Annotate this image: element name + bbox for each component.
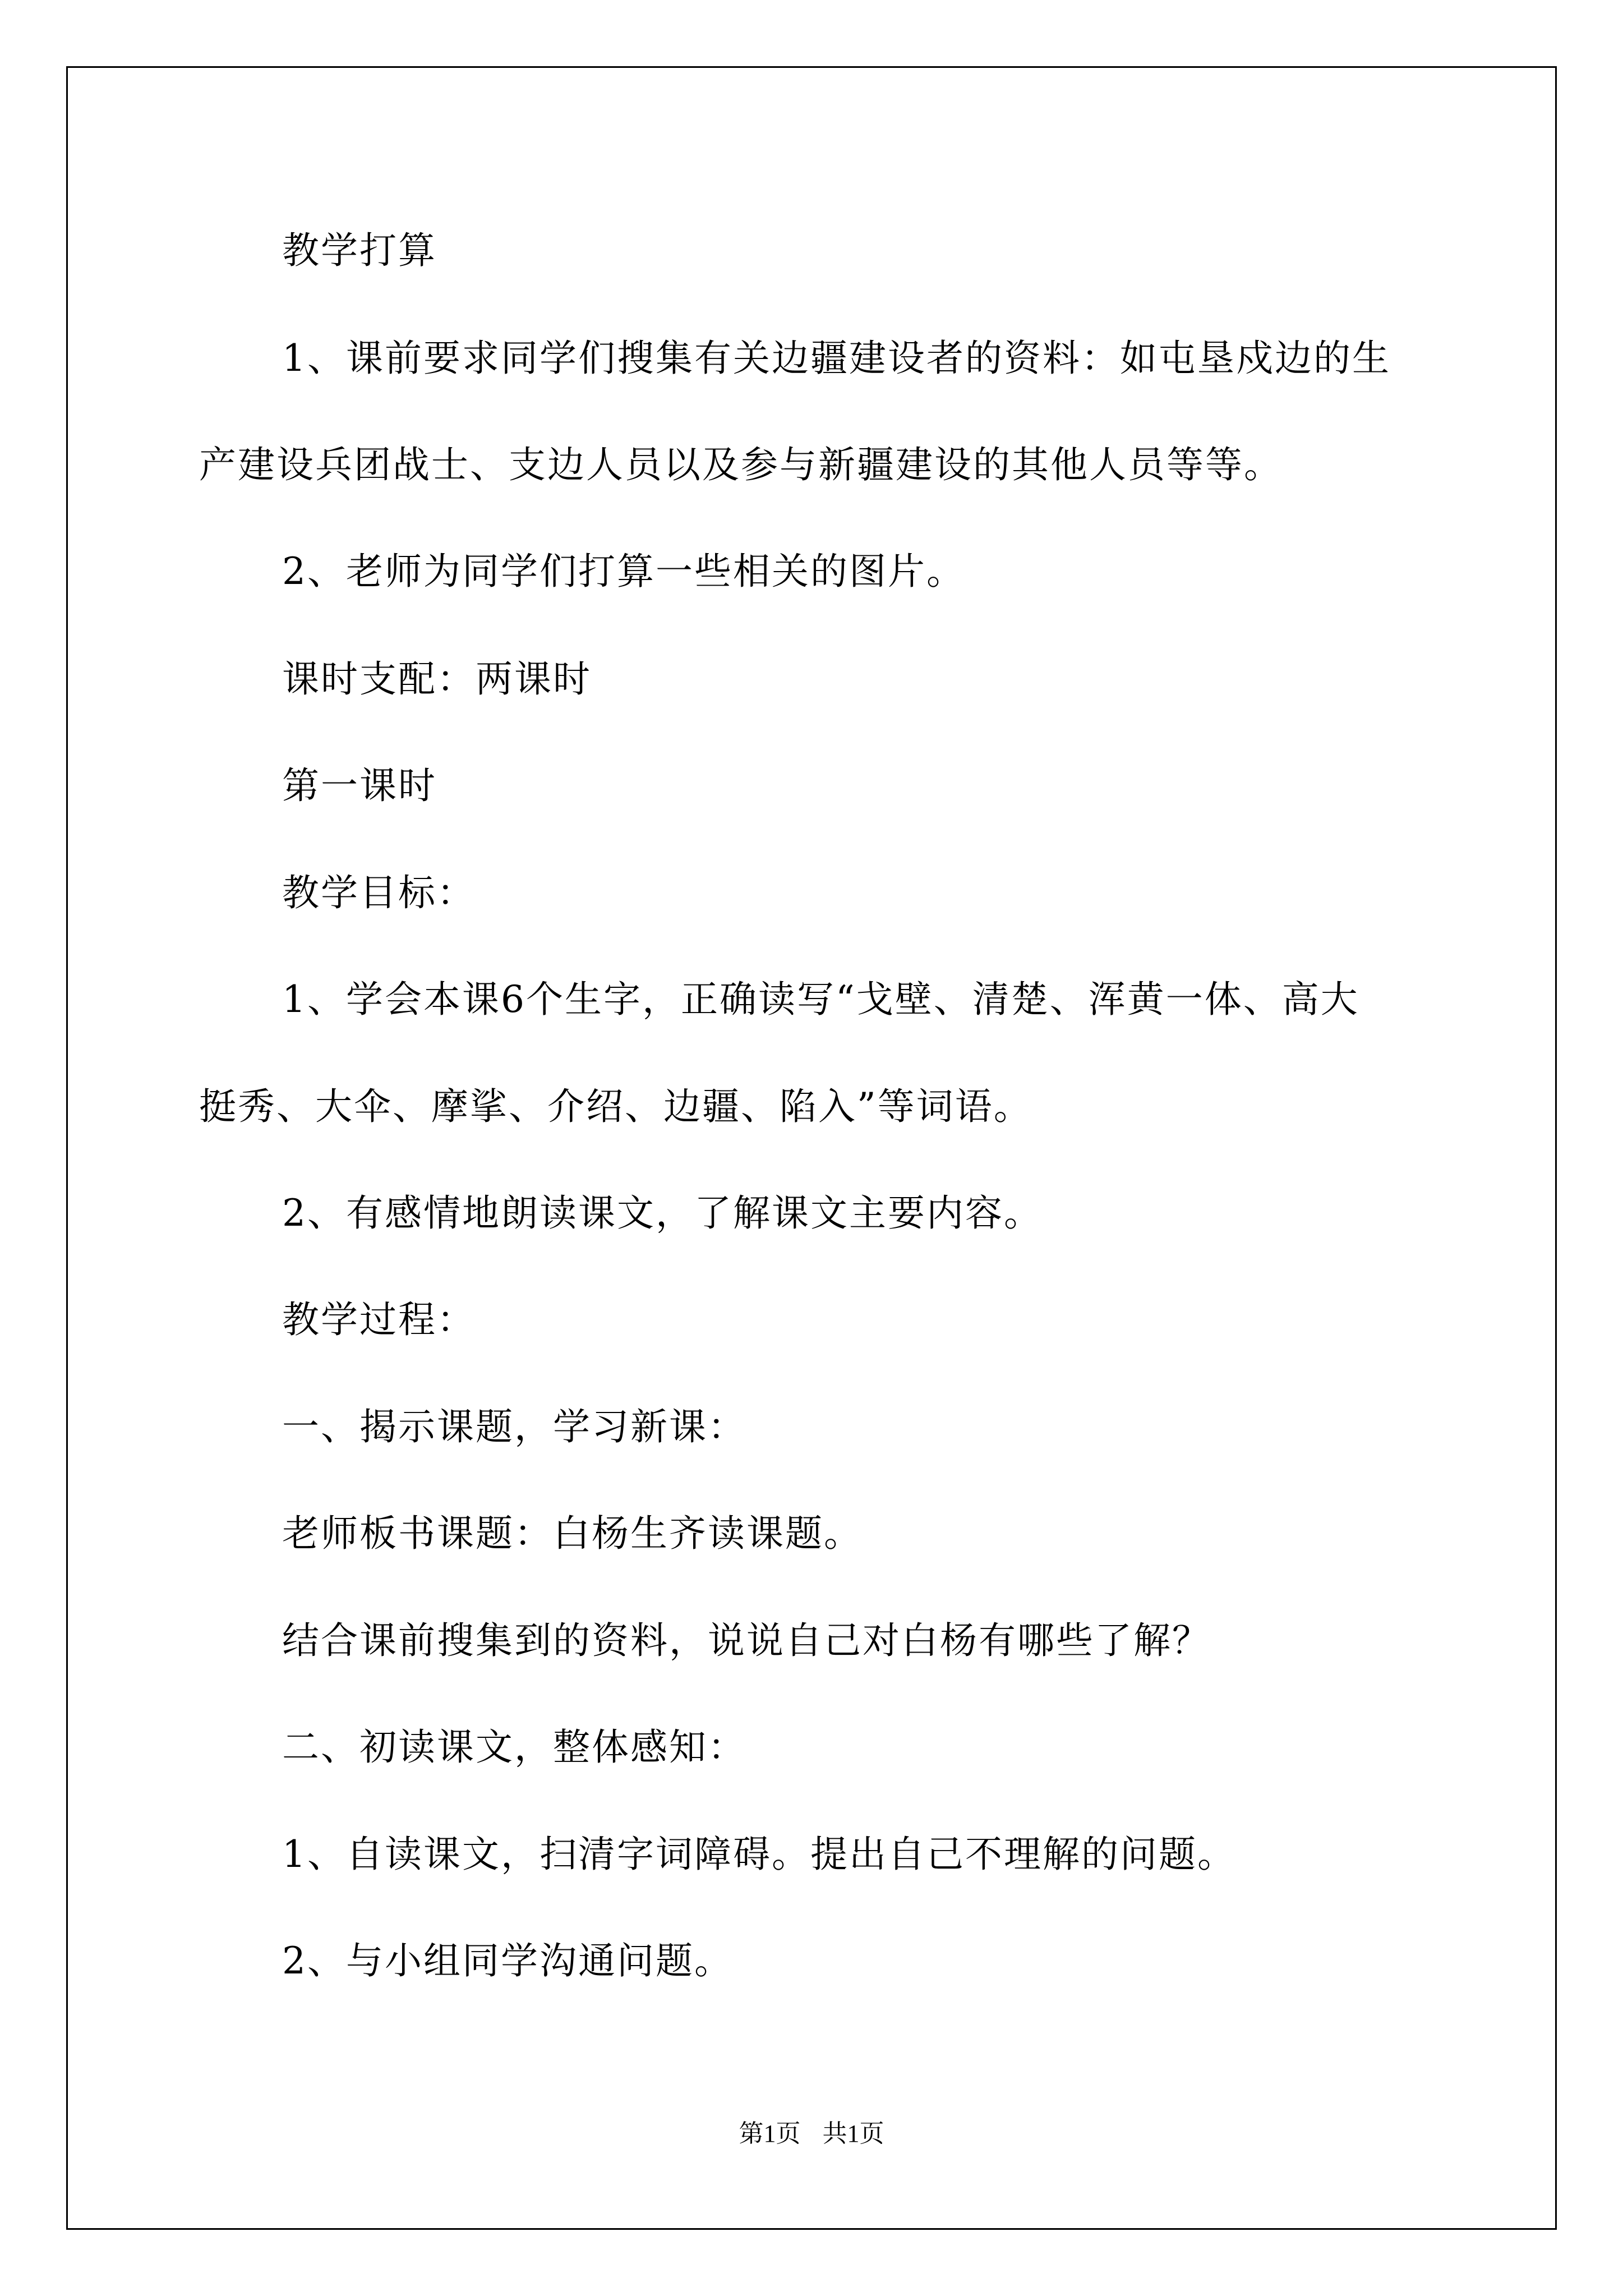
paragraph-line: 第一课时 — [282, 764, 437, 807]
paragraph-line: 老师板书课题：白杨生齐读课题。 — [282, 1512, 863, 1555]
paragraph-line: 2、有感情地朗读课文，了解课文主要内容。 — [282, 1191, 1043, 1235]
paragraph-line: 1、学会本课6个生字，正确读写“戈壁、清楚、浑黄一体、高大 — [282, 978, 1359, 1021]
paragraph-line: 一、揭示课题，学习新课： — [282, 1405, 746, 1448]
total-pages: 共1页 — [822, 2120, 884, 2147]
paragraph-line: 产建设兵团战士、支边人员以及参与新疆建设的其他人员等等。 — [199, 443, 1283, 486]
paragraph-line: 课时支配：两课时 — [282, 657, 592, 701]
paragraph-line: 2、与小组同学沟通问题。 — [282, 1939, 733, 1982]
page-border — [66, 66, 1557, 2230]
paragraph-line: 2、老师为同学们打算一些相关的图片。 — [282, 550, 965, 593]
paragraph-line: 挺秀、大伞、摩挲、介绍、边疆、陷入”等词语。 — [199, 1085, 1032, 1128]
paragraph-line: 二、初读课文，整体感知： — [282, 1726, 746, 1769]
paragraph-line: 结合课前搜集到的资料，说说自己对白杨有哪些了解？ — [282, 1619, 1211, 1662]
paragraph-line: 教学目标： — [282, 871, 476, 914]
paragraph-line: 教学过程： — [282, 1298, 476, 1341]
page-footer — [0, 2122, 1623, 2146]
paragraph-line: 1、课前要求同学们搜集有关边疆建设者的资料：如屯垦戍边的生 — [282, 337, 1391, 380]
page-number: 第1页 — [739, 2120, 801, 2147]
heading-preparation: 教学打算 — [282, 229, 437, 272]
paragraph-line: 1、自读课文，扫清字词障碍。提出自己不理解的问题。 — [282, 1833, 1236, 1876]
